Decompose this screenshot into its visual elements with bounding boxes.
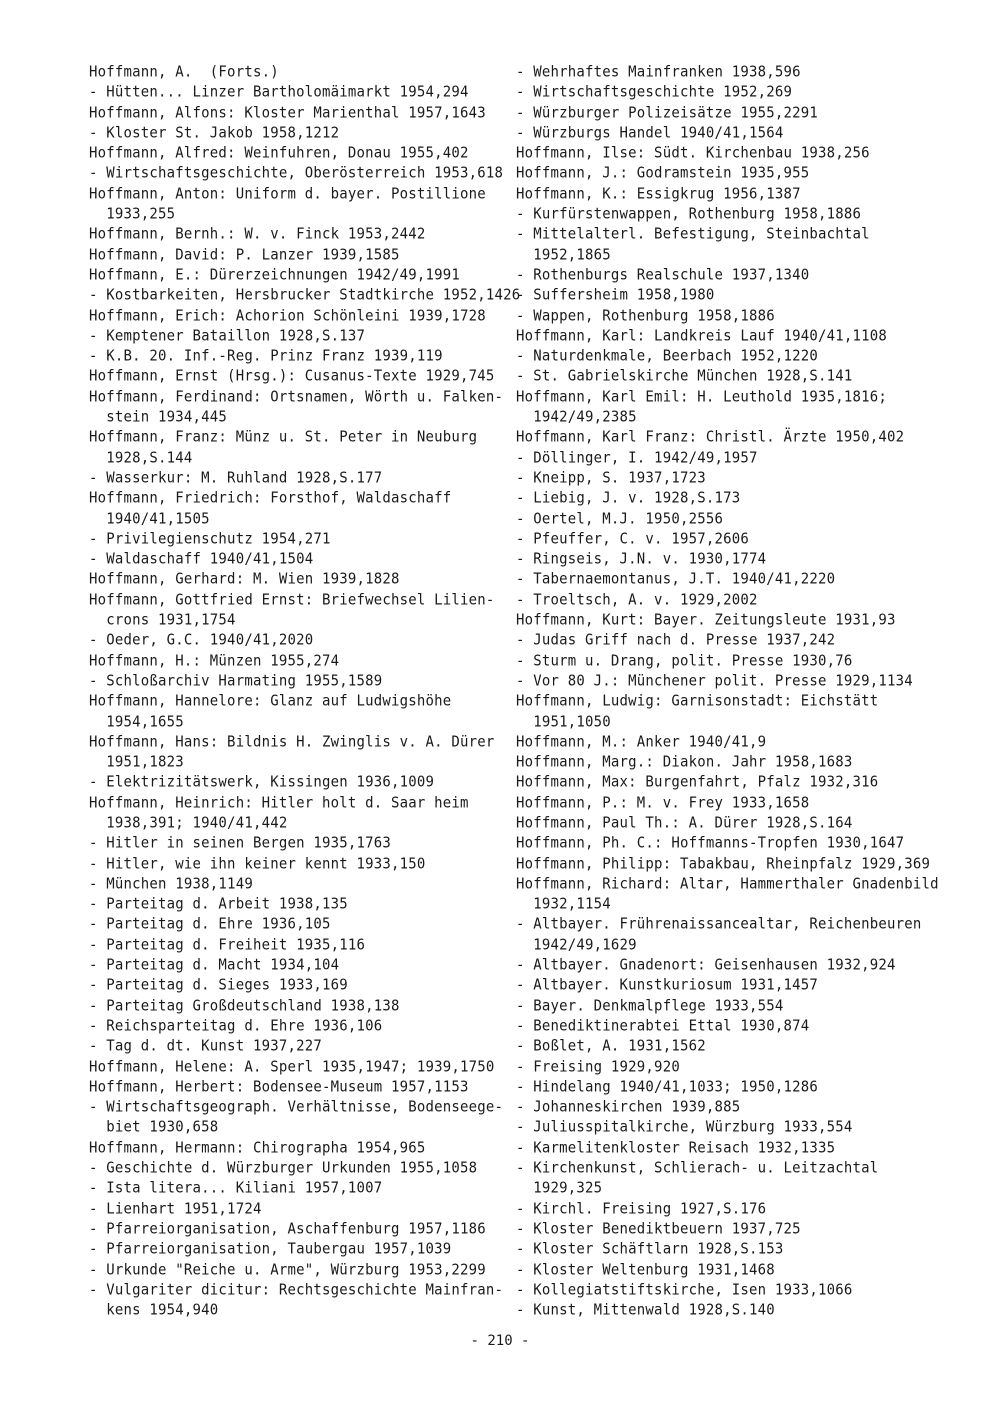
- index-entry-line: crons 1931,1754: [89, 611, 236, 629]
- index-entry-line: 1942/49,1629: [516, 936, 637, 954]
- index-entry-line: Hoffmann, Max: Burgenfahrt, Pfalz 1932,316: [516, 773, 879, 792]
- index-entry-line: 1952,1865: [516, 246, 611, 264]
- index-entry-line: - Döllinger, I. 1942/49,1957: [516, 448, 758, 467]
- index-entry-line: - Troeltsch, A. v. 1929,2002: [516, 591, 758, 609]
- index-entry-line: - Kloster Schäftlarn 1928,S.153: [516, 1240, 784, 1258]
- index-entry-line: - Kurfürstenwappen, Rothenburg 1958,1886: [516, 205, 862, 223]
- index-entry-line: - Tabernaemontanus, J.T. 1940/41,2220: [516, 570, 836, 589]
- index-entry-line: - Vor 80 J.: Münchener polit. Presse 1929,1134: [516, 672, 913, 690]
- index-entry-line: - Kunst, Mittenwald 1928,S.140: [516, 1301, 775, 1319]
- index-entry-line: - Parteitag d. Freiheit 1935,116: [89, 936, 366, 954]
- index-entry-line: - Würzburger Polizeisätze 1955,2291: [516, 103, 819, 122]
- index-entry-line: - Altbayer. Gnadenort: Geisenhausen 1932,924: [516, 956, 896, 974]
- index-entry-line: 1928,S.144: [89, 448, 193, 467]
- index-entry-line: Hoffmann, Alfons: Kloster Marienthal 1957,1643: [89, 103, 486, 122]
- index-entry-line: - Tag d. dt. Kunst 1937,227: [89, 1037, 322, 1055]
- index-entry-line: Hoffmann, Ernst (Hrsg.): Cusanus-Texte 1929,745: [89, 367, 495, 386]
- index-entry-line: - Altbayer. Frührenaissancealtar, Reichenbeuren: [516, 915, 922, 934]
- right-column: [516, 62, 939, 1320]
- index-entry-line: - Naturdenkmale, Beerbach 1952,1220: [516, 347, 819, 365]
- index-entry-line: - München 1938,1149: [89, 875, 253, 893]
- index-entry-line: - Boßlet, A. 1931,1562: [516, 1037, 706, 1055]
- index-entry-line: - Oertel, M.J. 1950,2556: [516, 509, 724, 528]
- index-entry-line: Hoffmann, Anton: Uniform d. bayer. Postillione: [89, 185, 486, 203]
- index-entry-line: - Pfeuffer, C. v. 1957,2606: [516, 530, 749, 548]
- index-entry-line: - Sturm u. Drang, polit. Presse 1930,76: [516, 651, 853, 670]
- index-entry-line: Hoffmann, J.: Godramstein 1935,955: [516, 164, 810, 183]
- index-entry-line: - Rothenburgs Realschule 1937,1340: [516, 266, 810, 284]
- index-entry-line: - Privilegienschutz 1954,271: [89, 530, 331, 548]
- index-entry-line: - Kemptener Bataillon 1928,S.137: [89, 327, 366, 345]
- index-entry-line: 1951,1050: [516, 712, 611, 731]
- index-entry-line: Hoffmann, E.: Dürerzeichnungen 1942/49,1991: [89, 266, 461, 284]
- index-entry-line: Hoffmann, Helene: A. Sperl 1935,1947; 1939,1750: [89, 1057, 495, 1076]
- index-entry-line: - Johanneskirchen 1939,885: [516, 1098, 741, 1116]
- index-entry-line: Hoffmann, Franz: Münz u. St. Peter in Neuburg: [89, 428, 478, 446]
- index-entry-line: - Kostbarkeiten, Hersbrucker Stadtkirche 1952,1426: [89, 286, 521, 304]
- index-entry-line: 1938,391; 1940/41,442: [89, 814, 288, 832]
- index-entry-line: - Kloster St. Jakob 1958,1212: [89, 124, 340, 142]
- left-column: [89, 62, 521, 1320]
- index-entry-line: 1932,1154: [516, 895, 611, 913]
- index-entry-line: - Parteitag d. Macht 1934,104: [89, 956, 340, 974]
- index-entry-line: - Schloßarchiv Harmating 1955,1589: [89, 672, 383, 690]
- index-entry-line: Hoffmann, Karl: Landkreis Lauf 1940/41,1108: [516, 327, 888, 345]
- index-entry-line: Hoffmann, Karl Franz: Christl. Ärzte 1950,402: [516, 428, 905, 446]
- index-entry-line: Hoffmann, Marg.: Diakon. Jahr 1958,1683: [516, 753, 853, 771]
- index-entry-line: Hoffmann, H.: Münzen 1955,274: [89, 651, 340, 670]
- index-entry-line: stein 1934,445: [89, 408, 228, 426]
- index-entry-line: - Pfarreiorganisation, Aschaffenburg 1957,1186: [89, 1220, 486, 1238]
- index-entry-line: - Suffersheim 1958,1980: [516, 286, 715, 304]
- index-entry-line: Hoffmann, Bernh.: W. v. Finck 1953,2442: [89, 225, 426, 244]
- index-entry-line: 1933,255: [89, 205, 176, 223]
- index-entry-line: - Bayer. Denkmalpflege 1933,554: [516, 997, 784, 1015]
- index-entry-line: - Parteitag d. Sieges 1933,169: [89, 976, 348, 994]
- index-entry-line: - Ringseis, J.N. v. 1930,1774: [516, 550, 767, 568]
- index-entry-line: - Wasserkur: M. Ruhland 1928,S.177: [89, 469, 383, 487]
- index-entry-line: - Mittelalterl. Befestigung, Steinbachtal: [516, 225, 870, 244]
- index-entry-line: 1951,1823: [89, 753, 184, 771]
- index-entry-line: - Ista litera... Kiliani 1957,1007: [89, 1179, 383, 1197]
- page-number: - 210 -: [470, 1333, 530, 1349]
- index-entry-line: - Parteitag d. Arbeit 1938,135: [89, 895, 348, 913]
- index-entry-line: Hoffmann, P.: M. v. Frey 1933,1658: [516, 794, 810, 812]
- index-entry-line: - Altbayer. Kunstkuriosum 1931,1457: [516, 976, 819, 994]
- index-entry-line: Hoffmann, Hermann: Chirographa 1954,965: [89, 1139, 426, 1157]
- index-entry-line: 1954,1655: [89, 712, 184, 731]
- index-entry-line: Hoffmann, Hans: Bildnis H. Zwinglis v. A. Dürer: [89, 733, 495, 751]
- index-entry-line: - Hindelang 1940/41,1033; 1950,1286: [516, 1078, 819, 1096]
- index-entry-line: - Hitler in seinen Bergen 1935,1763: [89, 834, 392, 852]
- index-entry-line: - K.B. 20. Inf.-Reg. Prinz Franz 1939,119: [89, 347, 443, 365]
- index-entry-line: - Urkunde "Reiche u. Arme", Würzburg 1953,2299: [89, 1260, 486, 1279]
- index-entry-line: - St. Gabrielskirche München 1928,S.141: [516, 367, 853, 386]
- index-entry-line: Hoffmann, Heinrich: Hitler holt d. Saar heim: [89, 794, 469, 812]
- index-entry-line: Hoffmann, Herbert: Bodensee-Museum 1957,1153: [89, 1078, 469, 1096]
- index-entry-line: Hoffmann, Ph. C.: Hoffmanns-Tropfen 1930,1647: [516, 834, 905, 852]
- index-entry-line: Hoffmann, Hannelore: Glanz auf Ludwigshöhe: [89, 692, 452, 710]
- index-entry-line: - Freising 1929,920: [516, 1057, 680, 1076]
- index-entry-line: biet 1930,658: [89, 1118, 219, 1137]
- index-entry-line: Hoffmann, Ludwig: Garnisonstadt: Eichstätt: [516, 692, 879, 710]
- index-entry-line: - Kirchl. Freising 1927,S.176: [516, 1199, 767, 1218]
- index-entry-line: Hoffmann, M.: Anker 1940/41,9: [516, 733, 767, 751]
- index-entry-line: Hoffmann, Ferdinand: Ortsnamen, Wörth u. Falken-: [89, 388, 504, 406]
- index-entry-line: - Benediktinerabtei Ettal 1930,874: [516, 1017, 810, 1035]
- index-entry-line: Hoffmann, Ilse: Südt. Kirchenbau 1938,256: [516, 144, 870, 162]
- index-entry-line: Hoffmann, Erich: Achorion Schönleini 1939,1728: [89, 306, 486, 325]
- index-entry-line: - Vulgariter dicitur: Rechtsgeschichte Mainfran-: [89, 1281, 504, 1299]
- index-entry-line: - Wirtschaftsgeograph. Verhältnisse, Bodenseege-: [89, 1098, 504, 1116]
- index-entry-line: - Waldaschaff 1940/41,1504: [89, 550, 314, 568]
- index-entry-line: - Wirtschaftsgeschichte, Oberösterreich 1953,618: [89, 164, 504, 183]
- index-entry-line: 1940/41,1505: [89, 509, 210, 528]
- index-entry-line: - Kneipp, S. 1937,1723: [516, 469, 706, 487]
- index-entry-line: - Kloster Benediktbeuern 1937,725: [516, 1220, 801, 1238]
- index-entry-line: - Hütten... Linzer Bartholomäimarkt 1954,294: [89, 83, 469, 101]
- index-entry-line: Hoffmann, Philipp: Tabakbau, Rheinpfalz 1929,369: [516, 854, 931, 873]
- index-entry-line: Hoffmann, Kurt: Bayer. Zeitungsleute 1931,93: [516, 611, 896, 629]
- index-entry-line: - Elektrizitätswerk, Kissingen 1936,1009: [89, 773, 435, 792]
- index-entry-line: 1942/49,2385: [516, 408, 637, 426]
- index-entry-line: - Karmelitenkloster Reisach 1932,1335: [516, 1139, 836, 1157]
- index-entry-line: - Hitler, wie ihn keiner kennt 1933,150: [89, 854, 426, 873]
- index-entry-line: - Kloster Weltenburg 1931,1468: [516, 1260, 775, 1279]
- index-entry-line: Hoffmann, Gottfried Ernst: Briefwechsel Lilien-: [89, 591, 495, 609]
- index-entry-line: Hoffmann, Richard: Altar, Hammerthaler Gnadenbild: [516, 875, 939, 893]
- index-entry-line: Hoffmann, Gerhard: M. Wien 1939,1828: [89, 570, 400, 589]
- index-entry-line: - Liebig, J. v. 1928,S.173: [516, 489, 741, 507]
- index-entry-line: - Lienhart 1951,1724: [89, 1199, 262, 1218]
- index-entry-line: - Kirchenkunst, Schlierach- u. Leitzachtal: [516, 1159, 879, 1177]
- index-entry-line: - Pfarreiorganisation, Taubergau 1957,1039: [89, 1240, 452, 1258]
- index-entry-line: - Parteitag d. Ehre 1936,105: [89, 915, 331, 934]
- index-entry-line: Hoffmann, A. (Forts.): [89, 63, 279, 81]
- index-entry-line: Hoffmann, Paul Th.: A. Dürer 1928,S.164: [516, 814, 853, 832]
- index-entry-line: - Würzburgs Handel 1940/41,1564: [516, 124, 784, 142]
- index-entry-line: Hoffmann, David: P. Lanzer 1939,1585: [89, 246, 400, 264]
- index-entry-line: kens 1954,940: [89, 1301, 219, 1319]
- index-entry-line: - Wirtschaftsgeschichte 1952,269: [516, 83, 793, 101]
- index-entry-line: - Kollegiatstiftskirche, Isen 1933,1066: [516, 1281, 853, 1299]
- index-entry-line: - Juliusspitalkirche, Würzburg 1933,554: [516, 1118, 853, 1137]
- index-entry-line: - Wehrhaftes Mainfranken 1938,596: [516, 63, 801, 81]
- index-entry-line: Hoffmann, Alfred: Weinfuhren, Donau 1955,402: [89, 144, 469, 162]
- index-entry-line: Hoffmann, Karl Emil: H. Leuthold 1935,1816;: [516, 388, 888, 406]
- index-entry-line: - Oeder, G.C. 1940/41,2020: [89, 631, 314, 649]
- index-entry-line: 1929,325: [516, 1179, 603, 1197]
- index-entry-line: - Judas Griff nach d. Presse 1937,242: [516, 631, 836, 649]
- index-entry-line: - Parteitag Großdeutschland 1938,138: [89, 997, 400, 1015]
- index-entry-line: - Reichsparteitag d. Ehre 1936,106: [89, 1017, 383, 1035]
- index-entry-line: Hoffmann, K.: Essigkrug 1956,1387: [516, 185, 801, 203]
- index-entry-line: - Wappen, Rothenburg 1958,1886: [516, 306, 775, 325]
- index-entry-line: Hoffmann, Friedrich: Forsthof, Waldaschaff: [89, 489, 452, 507]
- index-entry-line: - Geschichte d. Würzburger Urkunden 1955,1058: [89, 1159, 478, 1177]
